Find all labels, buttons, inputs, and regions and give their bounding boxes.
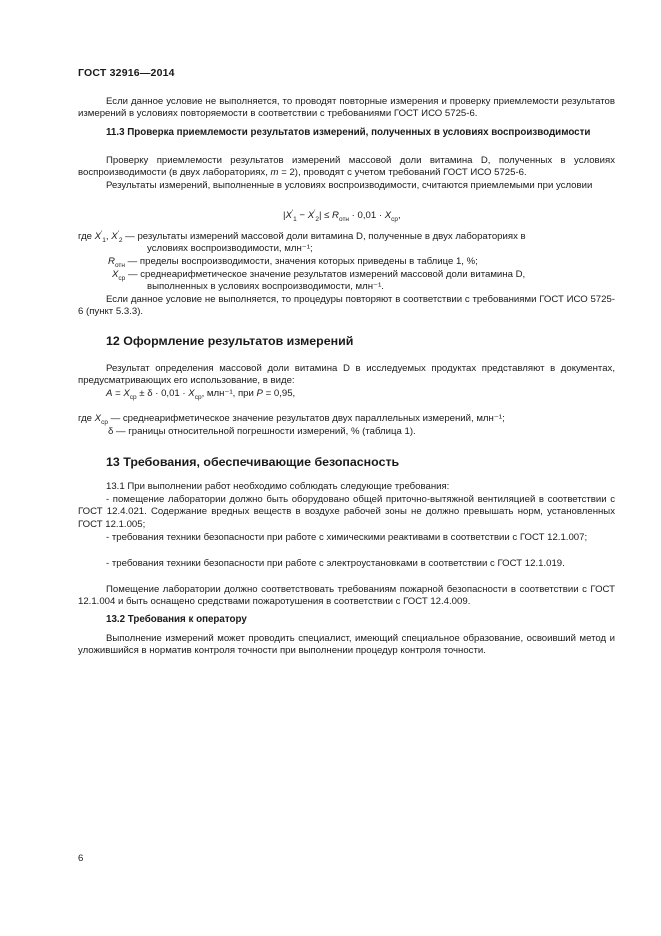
intro-paragraph: Если данное условие не выполняется, то проводят повторные измерения и проверку приемлемости результатов измерений в условиях повторяемости в соответствии с требованиями ГОСТ ИСО 5725-6. xyxy=(78,96,615,120)
section-13-title: 13 Требования, обеспечивающие безопасность xyxy=(106,455,400,469)
requirement-electrical: - требования техники безопасности при работе с электроустановками в соответствии с ГОСТ 12.1.019. xyxy=(106,558,565,569)
definition-r-otn: $R_{отн}$ — пределы воспроизводимости, значения которых приведены в таблице 1, %; xyxy=(108,256,478,269)
section-13-2-paragraph: Выполнение измерений может проводить специалист, имеющий специальное образование, освоивший метод и уложившийся в норматив контроля точности при выполнении процедур контроля точности. xyxy=(78,633,615,657)
definition-x1-x2-continued: условиях воспроизводимости, млн⁻¹; xyxy=(147,243,313,254)
result-formula: $A = X_{ср} \pm \delta \cdot 0,01 \cdot X_{ср}$, млн⁻¹, при P = 0,95, xyxy=(106,388,296,401)
section-13-1-paragraph: 13.1 При выполнении работ необходимо соблюдать следующие требования: xyxy=(106,481,450,492)
acceptance-formula: $|X'_1 - X'_2| \le R_{отн} \cdot 0,01 \cdot X_{ср}$, xyxy=(283,208,401,223)
page-number: 6 xyxy=(78,853,84,864)
definition-x-sr-result: где $X_{ср}$ — среднеарифметическое значение результатов двух параллельных измерений, млн⁻¹; xyxy=(78,413,505,426)
definition-delta: δ — границы относительной погрешности измерений, % (таблица 1). xyxy=(108,426,416,437)
definition-x-sr-continued: выполненных в условиях воспроизводимости, млн⁻¹. xyxy=(147,281,384,292)
section-11-3-title: 11.3 Проверка приемлемости результатов измерений, полученных в условиях воспроизводимости xyxy=(106,127,591,138)
requirement-ventilation: - помещение лаборатории должно быть оборудовано общей приточно-вытяжной вентиляцией в соответствии с ГОСТ 12.4.021. Содержание вредных веществ в воздухе рабочей зоны не должно превышать норм, установленных ГОСТ 12.1.005; xyxy=(78,494,615,530)
requirement-fire-safety: Помещение лаборатории должно соответствовать требованиям пожарной безопасности в соответствии с ГОСТ 12.1.004 и быть оснащено средствами пожаротушения в соответствии с ГОСТ 12.4.009. xyxy=(78,584,615,608)
requirement-chemicals: - требования техники безопасности при работе с химическими реактивами в соответствии с ГОСТ 12.1.007; xyxy=(106,532,588,543)
section-12-title: 12 Оформление результатов измерений xyxy=(106,334,354,348)
section-11-3-paragraph-1: Проверку приемлемости результатов измерений массовой доли витамина D, полученных в условиях воспроизводимости (в двух лабораториях, m = 2), проводят с учетом требований ГОСТ ИСО 5725-6. xyxy=(78,155,615,179)
section-11-3-paragraph-2: Результаты измерений, выполненные в условиях воспроизводимости, считаются приемлемыми при условии xyxy=(106,180,593,191)
section-11-3-paragraph-3: Если данное условие не выполняется, то процедуры повторяют в соответствии с требованиями ГОСТ ИСО 5725-6 (пункт 5.3.3). xyxy=(78,294,615,318)
section-13-2-title: 13.2 Требования к оператору xyxy=(106,614,247,625)
definition-x1-x2: где $X'_1$, $X'_2$ — результаты измерений массовой доли витамина D, полученные в двух лабораториях в xyxy=(78,229,526,244)
document-header: ГОСТ 32916—2014 xyxy=(78,67,175,79)
definition-x-sr: $X_{ср}$ — среднеарифметическое значение результатов измерений массовой доли витамина D, xyxy=(112,269,526,282)
section-12-paragraph-1: Результат определения массовой доли витамина D в исследуемых продуктах представляют в документах, предусматривающих его использование, в виде: xyxy=(78,363,615,387)
